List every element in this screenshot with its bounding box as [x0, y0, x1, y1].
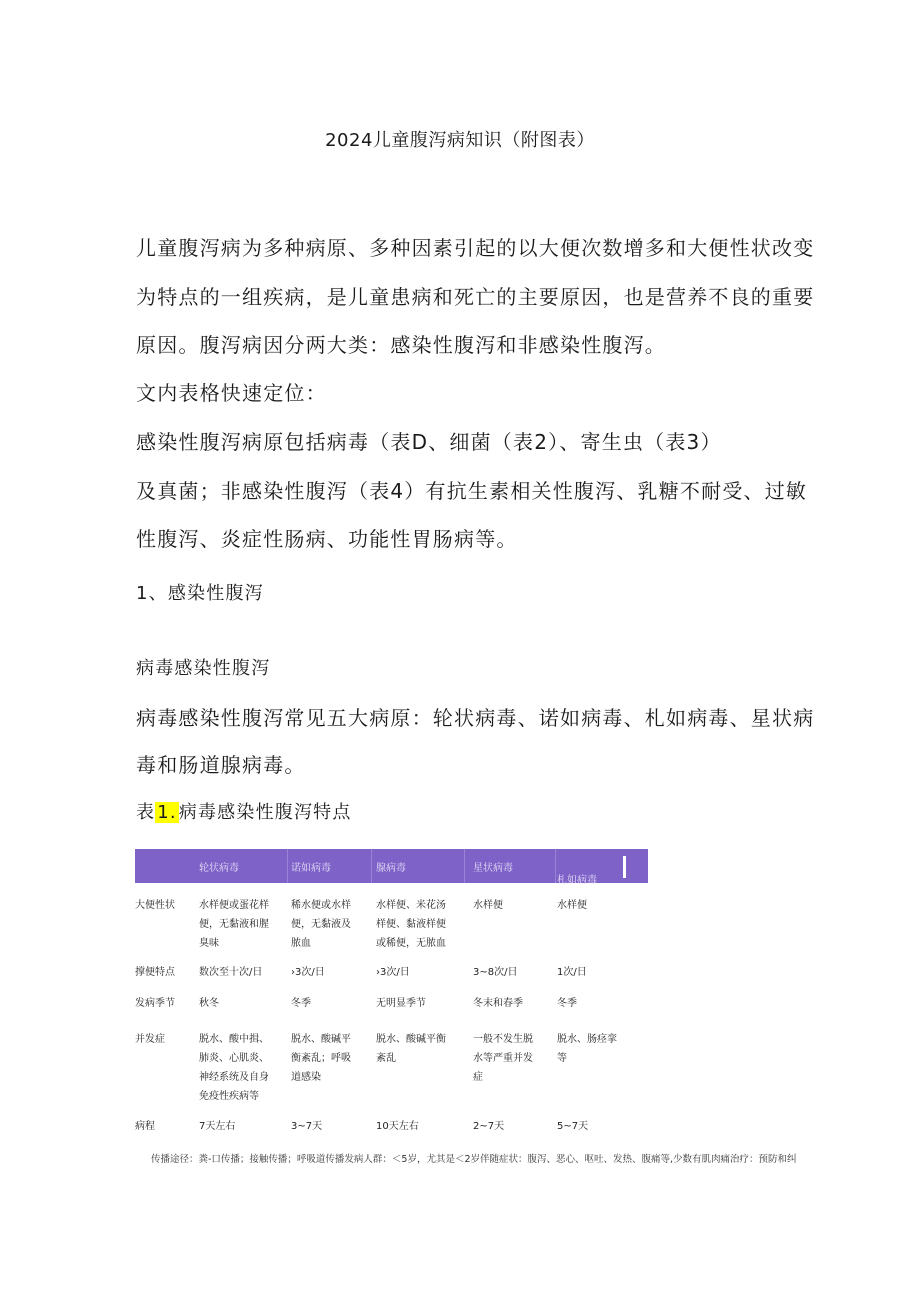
intro-line-2: 为特点的一组疾病，是儿童患病和死亡的主要原因，也是营养不良的重要	[136, 285, 815, 309]
locate-line-1: 感染性腹泻病原包括病毒（表D、细菌（表2）、寄生虫（表3）	[136, 430, 722, 454]
table-caption	[136, 798, 352, 824]
header-rotavirus: 轮状病毒	[199, 863, 239, 874]
subsection-heading: 病毒感染性腹泻	[136, 658, 271, 679]
row-label-season: 发病季节	[135, 998, 175, 1009]
table-caption-prefix: 表	[136, 802, 156, 823]
header-cursor-bar	[623, 856, 626, 878]
header-adenovirus: 腺病毒	[376, 863, 406, 874]
row-label-frequency: 撑便特点	[135, 967, 175, 978]
table-caption-text: 病毒感染性腹泻特点	[178, 802, 352, 823]
cell-stool-astro: 水样便	[473, 900, 503, 911]
header-astrovirus: 星状病毒	[473, 863, 513, 874]
header-divider	[555, 849, 556, 883]
cell-stool-noro: 稀水便或水样 便，无黏液及 脓血	[291, 900, 351, 949]
cell-freq-astro: 3~8次/日	[473, 967, 518, 978]
row-label-stool: 大便性状	[135, 900, 175, 911]
locate-line-3: 性腹泻、炎症性肠病、功能性胃肠病等。	[136, 527, 518, 551]
table-caption-number: 1.	[157, 802, 177, 823]
cell-dur-adeno: 10天左右	[376, 1121, 419, 1132]
header-norovirus: 诺如病毒	[291, 863, 331, 874]
cell-stool-sapo: 水样便	[557, 900, 587, 911]
virus-line-2: 毒和肠道腺病毒。	[136, 753, 306, 777]
cell-season-rota: 秋冬	[199, 998, 219, 1009]
document-title: 2024儿童腹泻病知识（附图表）	[325, 130, 595, 151]
cell-freq-adeno: ›3次/日	[376, 967, 410, 978]
row-label-duration: 病程	[135, 1121, 155, 1132]
cell-comp-rota: 脱水、酸中揖、 肺炎、心肌炎、 神经系统及自身 免疫性疾病等	[199, 1034, 269, 1102]
cell-freq-noro: ›3次/日	[291, 967, 325, 978]
locate-line-2: 及真菌；非感染性腹泻（表4）有抗生素相关性腹泻、乳糖不耐受、过敏	[136, 479, 808, 503]
cell-comp-astro: 一般不发生脱 水等严重并发 症	[473, 1034, 533, 1083]
quick-locate-heading: 文内表格快速定位：	[136, 381, 327, 405]
cell-comp-adeno: 脱水、酸碱平衡 紊乱	[376, 1034, 446, 1064]
cell-comp-noro: 脱水、酸碱平 衡紊乱；呼吸 道感染	[291, 1034, 351, 1083]
header-sapovirus: 札如病毒	[557, 875, 597, 886]
cell-season-adeno: 无明显季节	[376, 998, 426, 1009]
table-header	[135, 849, 648, 886]
cell-stool-rota: 水样便或蛋花样 便，无黏液和腥 臭味	[199, 900, 269, 949]
header-divider	[287, 849, 288, 883]
cell-season-noro: 冬季	[291, 998, 311, 1009]
cell-dur-sapo: 5~7天	[557, 1121, 589, 1132]
cell-freq-sapo: 1次/日	[557, 967, 587, 978]
header-divider	[371, 849, 372, 883]
cell-dur-rota: 7天左右	[199, 1121, 236, 1132]
cell-comp-sapo: 脱水、肠痉挛 等	[557, 1034, 617, 1064]
cell-season-astro: 冬末和春季	[473, 998, 523, 1009]
row-label-complications: 并发症	[135, 1034, 165, 1045]
intro-line-1: 儿童腹泻病为多种病原、多种因素引起的以大便次数增多和大便性状改变	[136, 236, 815, 260]
cell-stool-adeno: 水样便、米花汤 样便、黏液样便 或稀便，无脓血	[376, 900, 446, 949]
cell-dur-astro: 2~7天	[473, 1121, 505, 1132]
header-divider	[464, 849, 465, 883]
table-footnote: 传播途径：粪-口传播；接触传播；呼吸道传播发病人群：＜5岁，尤其是＜2岁伴随症状：腹泻、恶心、呕吐、发热、腹痛等,少数有肌肉痛治疗：预防和纠	[151, 1154, 797, 1165]
cell-dur-noro: 3~7天	[291, 1121, 323, 1132]
cell-season-sapo: 冬季	[557, 998, 577, 1009]
cell-freq-rota: 数次至十次/日	[199, 967, 263, 978]
section-heading: 1、感染性腹泻	[136, 583, 264, 604]
intro-line-3: 原因。腹泻病因分两大类：感染性腹泻和非感染性腹泻。	[136, 333, 666, 357]
virus-line-1: 病毒感染性腹泻常见五大病原：轮状病毒、诺如病毒、札如病毒、星状病	[136, 706, 815, 730]
